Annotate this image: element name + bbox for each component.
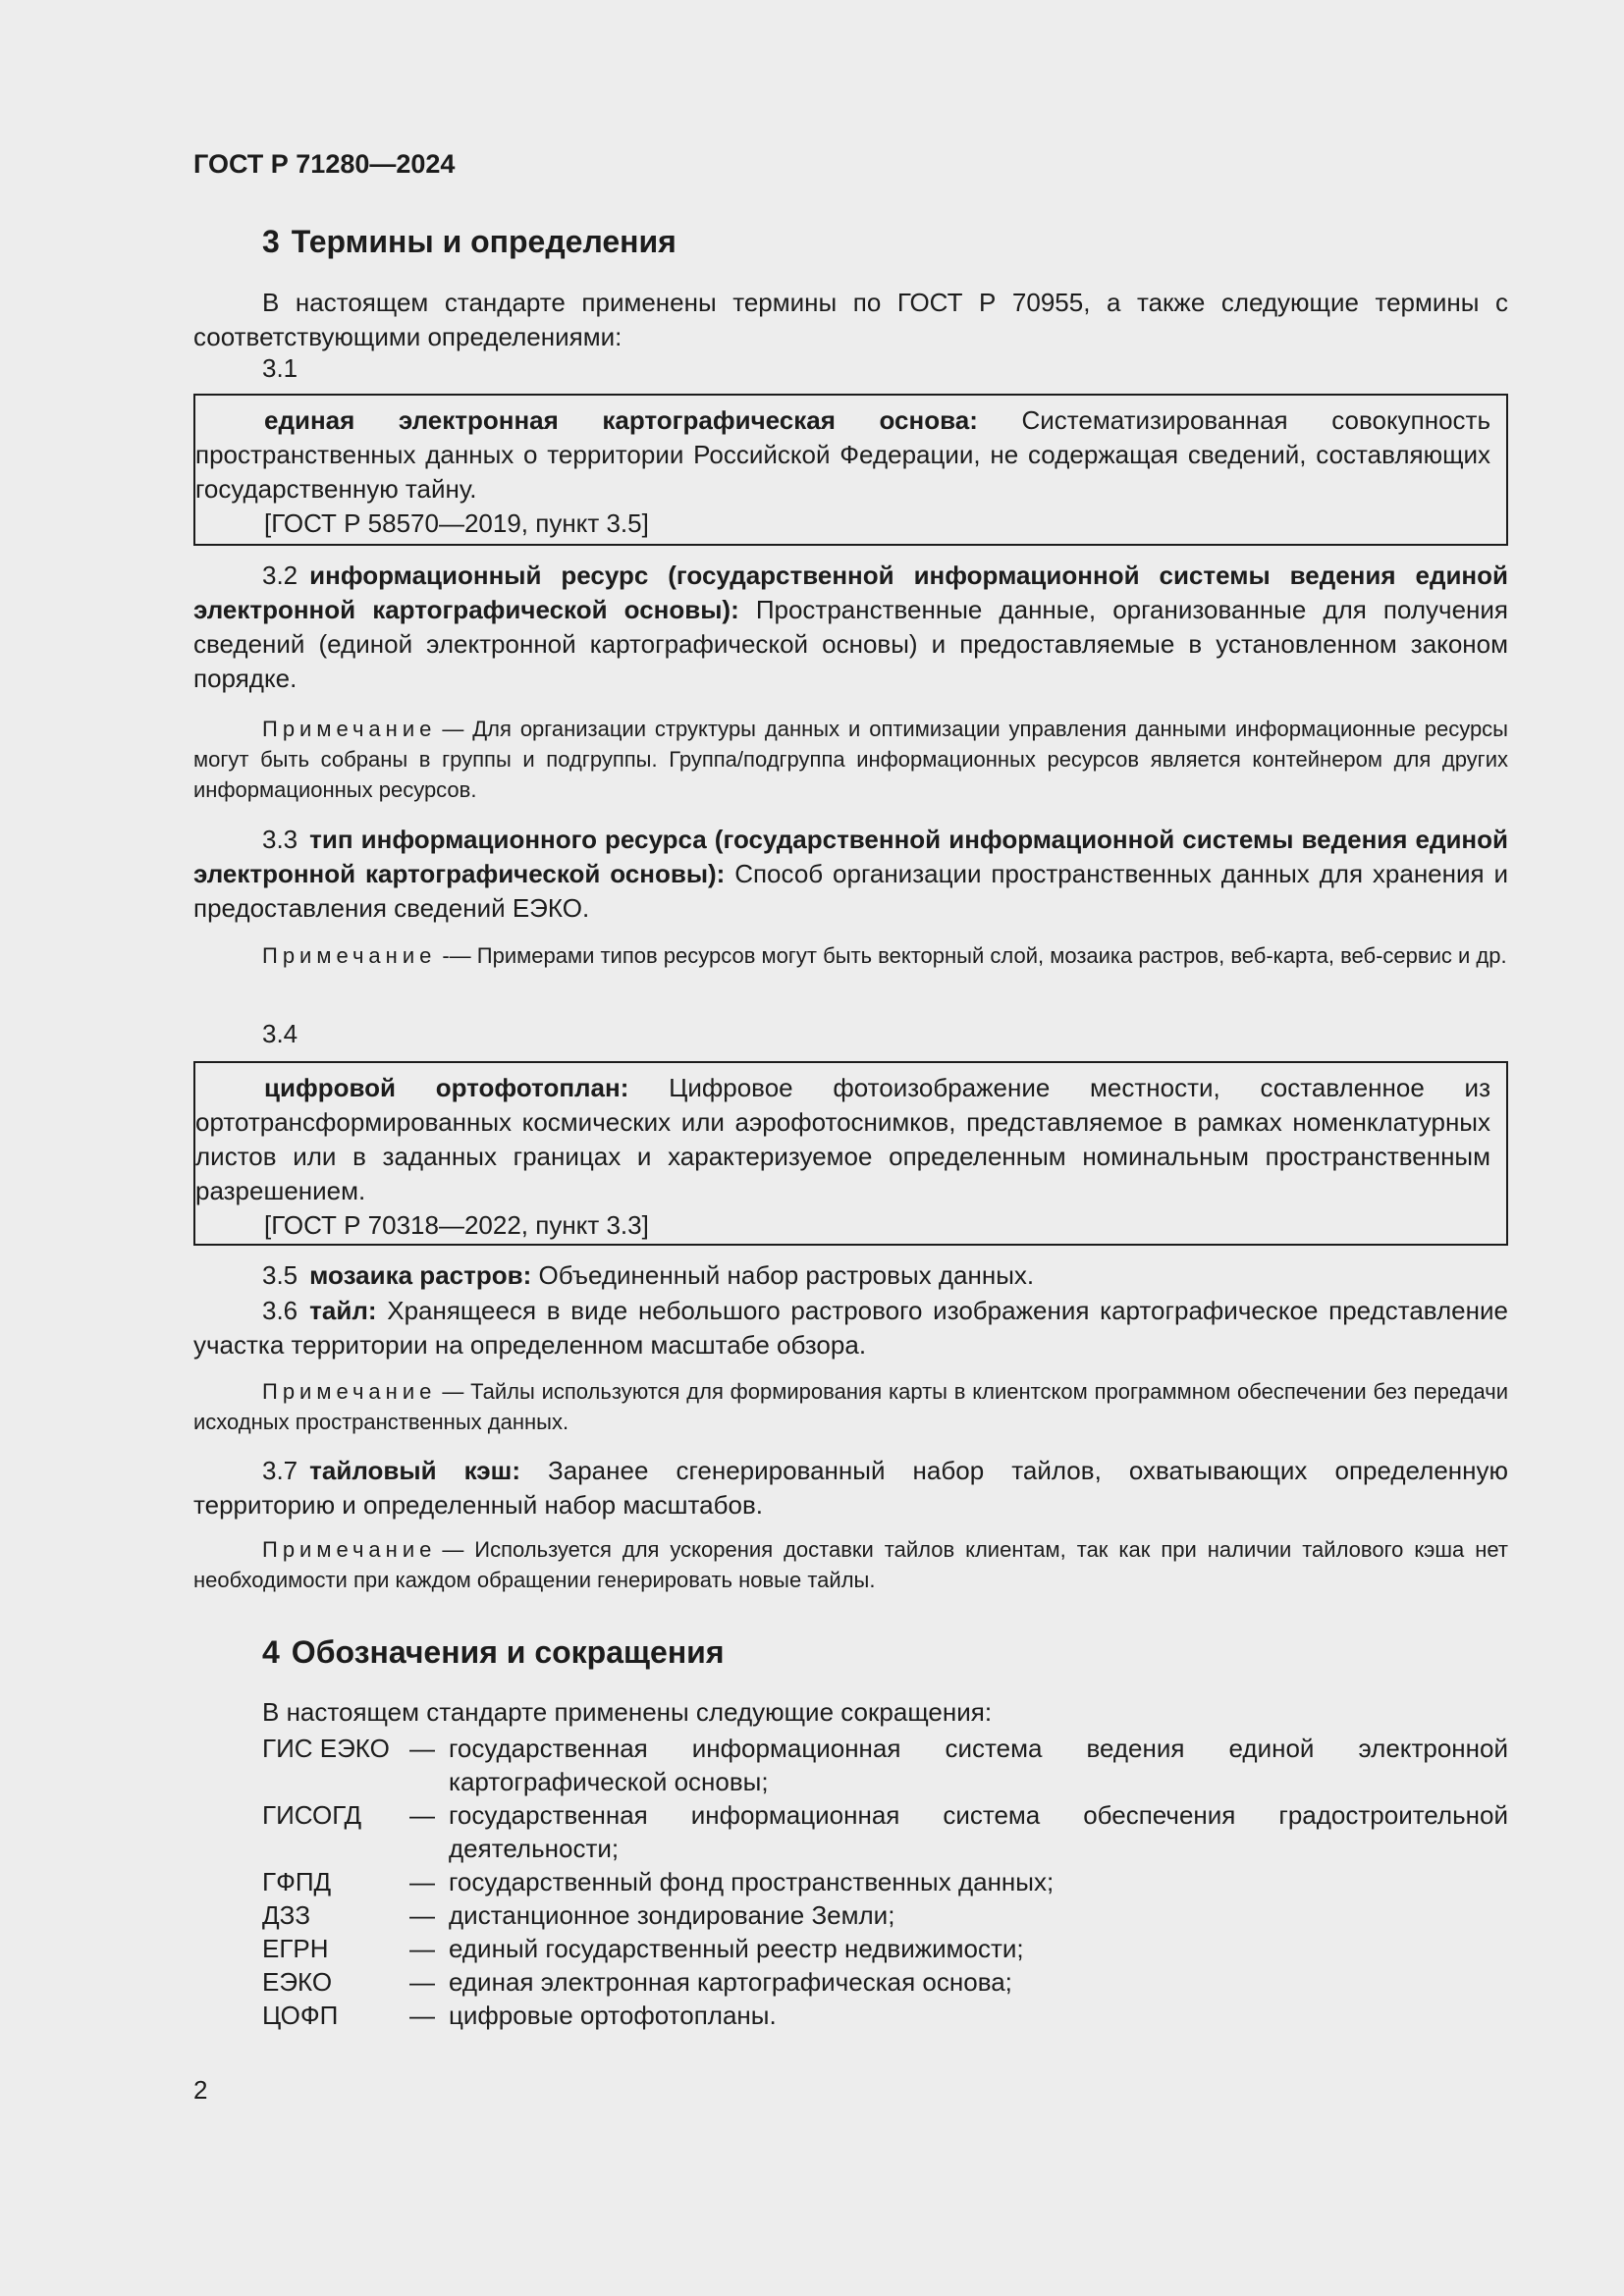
- term-3-2-text: [193, 559, 1508, 696]
- note-label: Примечание: [262, 1379, 437, 1404]
- section-3-intro: В настоящем стандарте применены термины по ГОСТ Р 70955, а также следующие термины с соответствующими определениями:: [193, 288, 1508, 351]
- abbreviation-definition: цифровые ортофотопланы.: [449, 2001, 777, 2030]
- term-3-2-number: 3.2: [262, 561, 298, 590]
- term-3-4-term: цифровой ортофотоплан:: [264, 1073, 629, 1102]
- section-3-heading: [193, 224, 677, 260]
- abbreviation: ГФПД: [262, 1867, 332, 1896]
- abbreviation-definition: дистанционное зондирование Земли;: [449, 1900, 895, 1930]
- term-3-1-term: единая электронная картографическая основа:: [264, 405, 978, 435]
- term-3-7-term: тайловый кэш:: [309, 1456, 520, 1485]
- dash-separator: —: [409, 2001, 435, 2030]
- dash-separator: —: [409, 1934, 435, 1963]
- page-number: 2: [193, 2075, 208, 2105]
- term-3-4-definition: Цифровое фотоизображение местности, составленное из ортотрансформированных космических или аэрофотоснимков, представляемое в рамках номенклатурных листов или в заданных границах и характеризуемое определенным номинальным пространственным разрешением.: [195, 1073, 1490, 1205]
- section-4-intro: В настоящем стандарте применены следующие сокращения:: [262, 1697, 993, 1727]
- abbreviation-row: [193, 1798, 1508, 1865]
- abbreviation: ЦОФП: [262, 2001, 339, 2030]
- note-text: -— Примерами типов ресурсов могут быть векторный слой, мозаика растров, веб-карта, веб-сервис и др.: [442, 943, 1507, 968]
- note-text: — Для организации структуры данных и оптимизации управления данными информационные ресурсы могут быть собраны в группы и подгруппы. Группа/подгруппа информационных ресурсов является контейнером для других информационных ресурсов.: [193, 717, 1508, 802]
- note-text: — Тайлы используются для формирования карты в клиентском программном обеспечении без передачи исходных пространственных данных.: [193, 1379, 1508, 1434]
- dash-separator: —: [409, 1967, 435, 1997]
- term-3-3-text: [193, 823, 1508, 926]
- abbreviation-definition: государственный фонд пространственных данных;: [449, 1867, 1055, 1896]
- term-3-6-term: тайл:: [309, 1296, 377, 1325]
- document-header-id: ГОСТ Р 71280—2024: [193, 149, 456, 179]
- dash-separator: —: [409, 1867, 435, 1896]
- note-label: Примечание: [262, 717, 437, 741]
- term-3-5-definition: Объединенный набор растровых данных.: [531, 1260, 1035, 1290]
- term-3-4-text: [195, 1071, 1490, 1208]
- abbreviation-row: [193, 1932, 1508, 1965]
- abbreviation-definition: единый государственный реестр недвижимости;: [449, 1934, 1024, 1963]
- term-3-3-definition: Способ организации пространственных данных для хранения и предоставления сведений ЕЭКО.: [193, 859, 1508, 923]
- term-3-7-note: [193, 1534, 1508, 1595]
- term-3-1-text: [195, 403, 1490, 507]
- abbreviation-row: [193, 1999, 1508, 2032]
- section-title: Обозначения и сокращения: [291, 1634, 725, 1670]
- term-3-1-box: [193, 394, 1508, 546]
- note-text: — Используется для ускорения доставки тайлов клиентам, так как при наличии тайлового кэша нет необходимости при каждом обращении генерировать новые тайлы.: [193, 1537, 1508, 1592]
- abbreviation-definition: государственная информационная система ведения единой электронной картографической основы;: [449, 1734, 1508, 1796]
- dash-separator: —: [409, 1800, 435, 1830]
- term-3-3-term: тип информационного ресурса (государственной информационной системы ведения единой электронной картографической основы):: [193, 825, 1508, 888]
- abbreviation: ГИС ЕЭКО: [262, 1734, 390, 1763]
- term-3-1-definition: Систематизированная совокупность пространственных данных о территории Российской Федерации, не содержащая сведений, составляющих государственную тайну.: [195, 405, 1490, 504]
- term-3-1-source: [ГОСТ Р 58570—2019, пункт 3.5]: [264, 508, 649, 538]
- section-4-heading: [193, 1634, 724, 1671]
- abbreviation-row: [193, 1965, 1508, 1999]
- abbreviation: ДЗЗ: [262, 1900, 311, 1930]
- term-3-7-text: [193, 1454, 1508, 1522]
- abbreviation: ЕЭКО: [262, 1967, 333, 1997]
- dash-separator: —: [409, 1900, 435, 1930]
- abbreviations-list: [193, 1732, 1508, 2032]
- term-3-4-box: [193, 1061, 1508, 1246]
- abbreviation-row: [193, 1865, 1508, 1898]
- term-3-6-text: [193, 1294, 1508, 1362]
- note-label: Примечание: [262, 943, 437, 968]
- note-label: Примечание: [262, 1537, 437, 1562]
- term-3-3-number: 3.3: [262, 825, 298, 854]
- dash-separator: —: [409, 1734, 435, 1763]
- section-number: 3: [262, 224, 280, 259]
- term-3-6-note: [193, 1376, 1508, 1437]
- term-3-6-number: 3.6: [262, 1296, 298, 1325]
- term-3-4-source: [ГОСТ Р 70318—2022, пункт 3.3]: [264, 1210, 649, 1240]
- term-3-1-number: 3.1: [262, 353, 298, 383]
- section-number: 4: [262, 1634, 280, 1670]
- term-3-2-term: информационный ресурс (государственной информационной системы ведения единой электронной картографической основы):: [193, 561, 1508, 624]
- term-3-4-number: 3.4: [262, 1019, 298, 1048]
- abbreviation-definition: единая электронная картографическая основа;: [449, 1967, 1012, 1997]
- term-3-7-definition: Заранее сгенерированный набор тайлов, охватывающих определенную территорию и определенный набор масштабов.: [193, 1456, 1508, 1520]
- abbreviation-definition: государственная информационная система обеспечения градостроительной деятельности;: [449, 1800, 1508, 1863]
- abbreviation-row: [193, 1732, 1508, 1798]
- abbreviation: ЕГРН: [262, 1934, 329, 1963]
- section-title: Термины и определения: [291, 224, 677, 259]
- abbreviation-row: [193, 1898, 1508, 1932]
- term-3-5-number: 3.5: [262, 1260, 298, 1290]
- term-3-6-definition: Хранящееся в виде небольшого растрового изображения картографическое представление участка территории на определенном масштабе обзора.: [193, 1296, 1508, 1360]
- term-3-5-term: мозаика растров:: [309, 1260, 532, 1290]
- abbreviation: ГИСОГД: [262, 1800, 362, 1830]
- term-3-7-number: 3.7: [262, 1456, 298, 1485]
- term-3-5-text: [193, 1258, 1508, 1293]
- term-3-2-definition: Пространственные данные, организованные для получения сведений (единой электронной картографической основы) и предоставляемые в установленном законом порядке.: [193, 595, 1508, 693]
- term-3-2-note: [193, 714, 1508, 805]
- term-3-3-note: [193, 940, 1508, 971]
